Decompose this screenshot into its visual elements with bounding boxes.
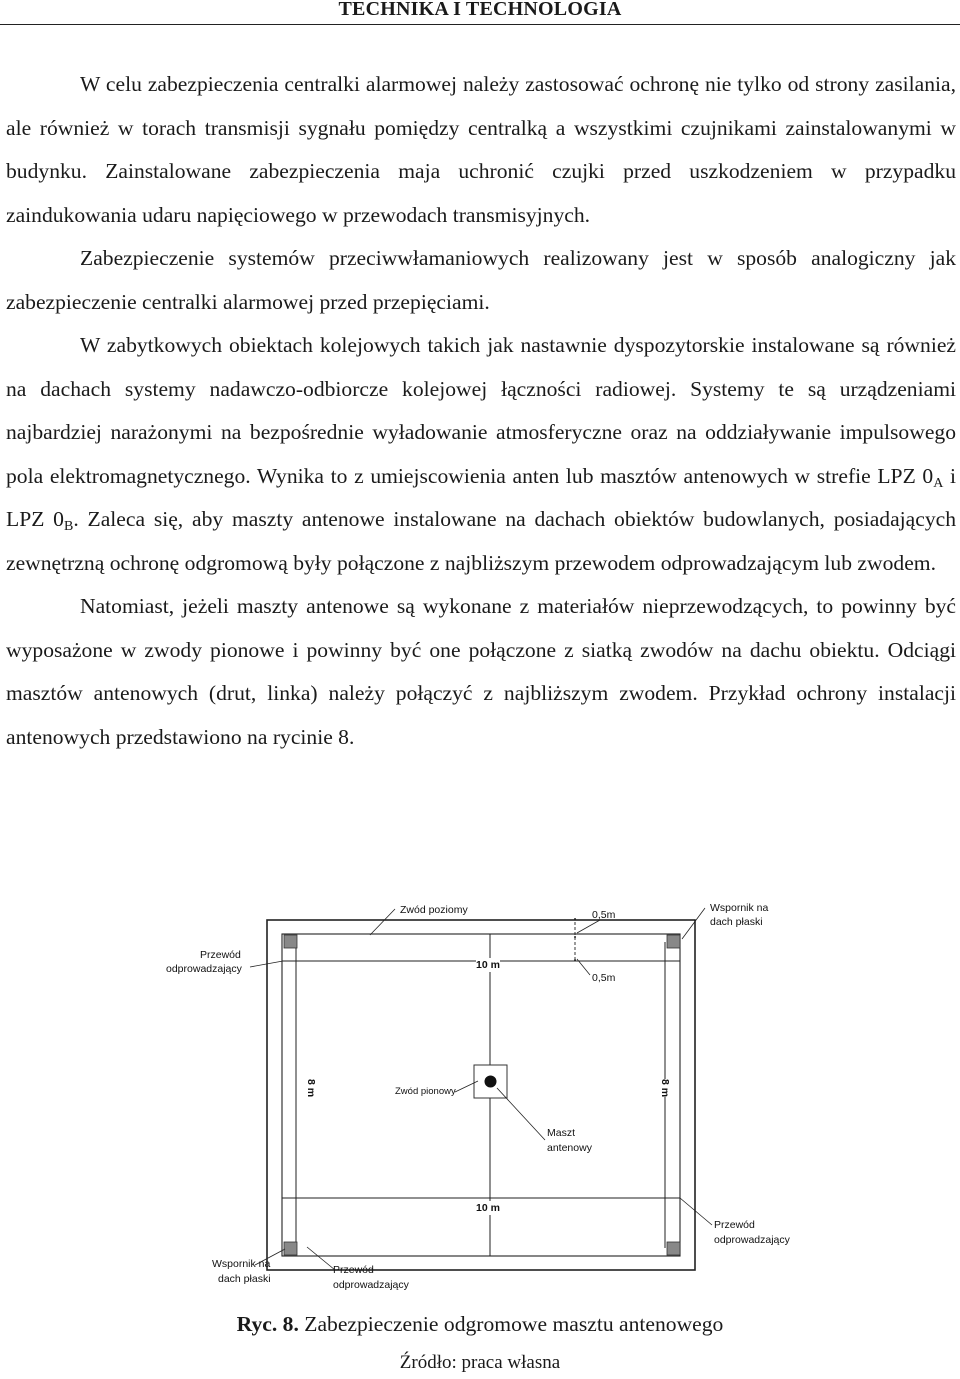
label-wspornik-top-2: dach płaski [710, 916, 763, 928]
support-bottom-left [284, 1242, 297, 1255]
label-przewod-bottom-2: odprowadzający [333, 1279, 409, 1291]
label-maszt-1: Maszt [547, 1127, 576, 1139]
label-przewod-bottom-1: Przewód [333, 1264, 374, 1276]
figure-caption [0, 1312, 960, 1337]
label-dim-8m-right: 8 m [659, 1079, 671, 1098]
label-zwod-poziomy: Zwód poziomy [400, 904, 468, 916]
label-przewod-left-2: odprowadzający [166, 963, 242, 975]
label-dim-10m-bottom: 10 m [476, 1202, 500, 1214]
label-wspornik-top-1: Wspornik na [710, 902, 769, 914]
svg-text:•: • [573, 915, 577, 924]
label-przewod-right-1: Przewód [714, 1219, 755, 1231]
label-wspornik-bottom-1: Wspornik na [212, 1258, 271, 1270]
label-wspornik-bottom-2: dach płaski [218, 1273, 271, 1285]
subscript-b: B [63, 519, 74, 534]
figure-source: Źródło: praca własna [399, 1352, 561, 1373]
paragraph-1: W celu zabezpieczenia centralki alarmowej należy zastosować ochronę nie tylko od strony zasilania, ale również w torach transmisji sygnału pomiędzy centralką a wszystkimi czujnikami zainstalowanymi w budynku. Zainstalowane zabezpieczenia maja uchronić czujki przed uszkodzeniem w przypadku zaindukowania udaru napięciowego w przewodach transmisyjnych. [6, 72, 956, 227]
label-dim-05m-top: 0,5m [592, 909, 616, 921]
label-dim-05m-bottom: 0,5m [592, 972, 616, 984]
svg-text:•: • [573, 933, 577, 942]
label-przewod-left-1: Przewód [200, 949, 241, 961]
paragraph-2: Zabezpieczenie systemów przeciwwłamaniowych realizowany jest w sposób analogiczny jak zabezpieczenie centralki alarmowej przed przepięciami. [6, 246, 956, 314]
roof-diagram [0, 895, 960, 1305]
figure-8 [0, 895, 960, 1305]
page-header [0, 0, 960, 22]
label-maszt-2: antenowy [547, 1142, 592, 1154]
support-top-left [284, 935, 297, 948]
paragraph-3-part-c: . Zaleca się, aby maszty antenowe instalowane na dachach obiektów budowlanych, posiadających zewnętrzną ochronę odgromową były połączone z najbliższym przewodem odprowadzającym lub zwodem. [6, 507, 957, 575]
antenna-mast [485, 1076, 497, 1088]
label-zwod-pionowy: Zwód pionowy [395, 1086, 456, 1097]
label-dim-8m-left: 8 m [305, 1079, 317, 1098]
support-bottom-right [667, 1242, 680, 1255]
label-przewod-right-2: odprowadzający [714, 1234, 790, 1246]
paragraph-3-part-a: W zabytkowych obiektach kolejowych takich jak nastawnie dyspozytorskie instalowane są również na dachach systemy nadawczo-odbiorcze kolejowej łączności radiowej. Systemy te są urządzeniami najbardziej narażonymi na bezpośrednie wyładowanie atmosferyczne oraz na oddziaływanie impulsowego pola elektromagnetycznego. Wynika to z umiejscowienia anten lub masztów antenowych w strefie LPZ 0 [6, 333, 956, 488]
body-text [6, 63, 956, 759]
caption-label: Ryc. 8. [236, 1312, 299, 1336]
paragraph-3-part-b: i LPZ 0 [6, 463, 956, 531]
paragraph-3 [6, 324, 956, 585]
label-dim-10m-top: 10 m [476, 959, 500, 971]
header-rule [0, 24, 960, 25]
subscript-a: A [933, 475, 944, 491]
caption-text: Zabezpieczenie odgromowe masztu antenowego [298, 1312, 724, 1336]
svg-text:•: • [573, 956, 577, 965]
header-title: TECHNIKA I TECHNOLOGIA [338, 0, 622, 20]
support-top-right [667, 935, 680, 948]
paragraph-4: Natomiast, jeżeli maszty antenowe są wykonane z materiałów nieprzewodzących, to powinny być wyposażone w zwody pionowe i powinny być one połączone z siatką zwodów na dachu obiektu. Odciągi masztów antenowych (drut, linka) należy połączyć z najbliższym zwodem. Przykład ochrony instalacji antenowych przedstawiono na rycinie 8. [6, 594, 956, 749]
